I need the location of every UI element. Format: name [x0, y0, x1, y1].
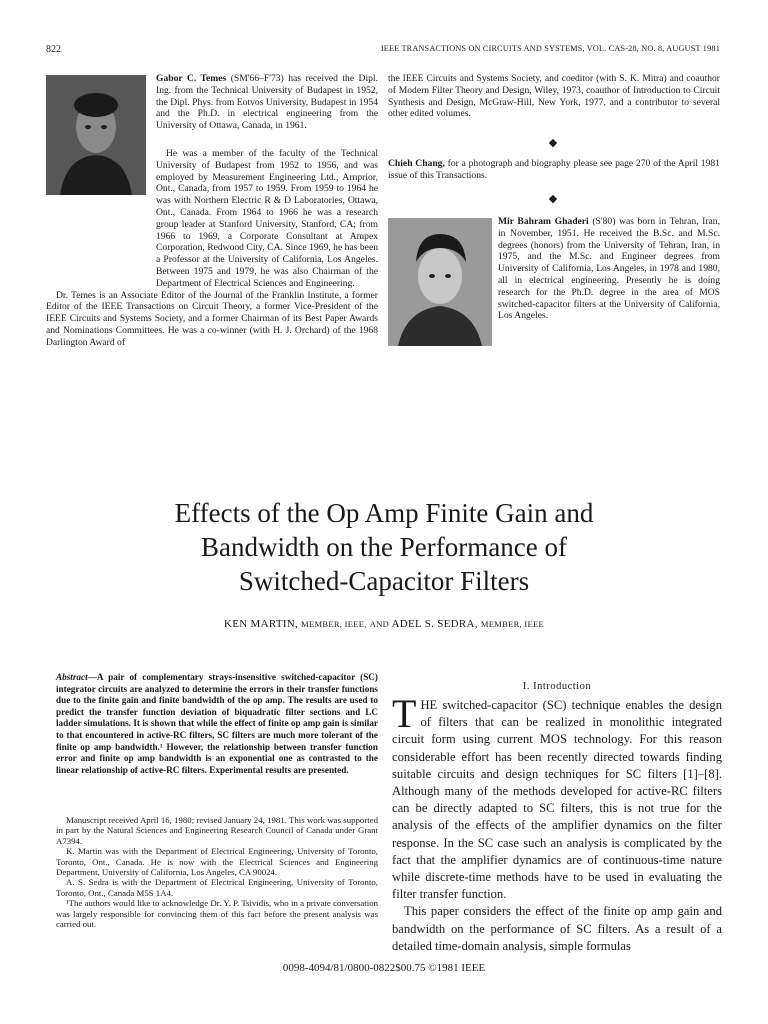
- temes-bio-top: [156, 73, 378, 132]
- introduction-body: [392, 691, 722, 955]
- temes-bio-p3: Dr. Temes is an Associate Editor of the Journal of the Franklin Institute, a former Editor of the IEEE Transactions on Circuit Theory, a former Vice-President of the IEEE Circuits and Systems Society, and a former Chairman of its Best Paper Awards and Nominations Committees. He was a co-winner (with H. J. Orchard) of the 1968 Darlington Award of: [46, 289, 378, 348]
- ghaderi-name: Mir Bahram Ghaderi: [498, 216, 589, 227]
- temes-bio-body: [46, 148, 378, 349]
- author-2: ADEL S. SEDRA,: [391, 618, 478, 630]
- abstract-label: Abstract—: [56, 672, 97, 682]
- chang-name: Chieh Chang,: [388, 158, 445, 169]
- separator-2: ◆: [548, 193, 558, 205]
- title-line-1: Effects of the Op Amp Finite Gain and: [174, 498, 594, 528]
- footnote-manuscript: Manuscript received April 16, 1980; revised January 24, 1981. This work was supported in part by the Natural Sciences and Engineering Research Council of Canada under Grant A7394.: [56, 815, 378, 846]
- title-line-2: Bandwidth on the Performance of: [201, 532, 567, 562]
- abstract: [56, 672, 378, 776]
- page-number: 822: [46, 44, 61, 55]
- temes-bio-cont: the IEEE Circuits and Systems Society, and coeditor (with S. K. Mitra) and coauthor of Modern Filter Theory and Design, Wiley, 1973, coauthor of Introduction to Circuit Synthesis and Design, McGraw-Hill, New York, 1977, and a contributor to several other edited volumes.: [388, 73, 720, 120]
- footnote-acknowledgment: ¹The authors would like to acknowledge Dr. Y. P. Tsividis, who in a private conversation was largely responsible for convincing them of this fact before the present analysis was carried out.: [56, 898, 378, 930]
- author-1: KEN MARTIN,: [223, 618, 299, 630]
- temes-bio-continued: [388, 73, 720, 120]
- intro-paragraph-2: This paper considers the effect of the finite op amp gain and bandwidth on the performance of SC filters. As a result of a detailed time-domain analysis, simple formulas: [392, 904, 722, 953]
- footnote-sedra: A. S. Sedra is with the Department of Electrical Engineering, University of Toronto, Toronto, Ont., Canada M5S 1A4.: [56, 877, 378, 898]
- author-2-membership: MEMBER, IEEE: [480, 619, 545, 629]
- separator-1: ◆: [548, 137, 558, 149]
- author-1-membership: MEMBER, IEEE,: [301, 619, 367, 629]
- abstract-text: A pair of complementary strays-insensitive switched-capacitor (SC) integrator circuits are analyzed to determine the errors in their transfer functions due to the finite gain and finite bandwidth of the op amp. The results are used to predict the transfer function deviation of biquadratic filter sections and LC ladder simulations. It is shown that while the effect of finite op amp gain is similar to that encountered in active-RC filters, SC filters are much more tolerant of the finite op amp bandwidth.¹ However, the relationship between transfer function error and finite op amp bandwidth is an exponential one as contrasted to the linear relationship of active-RC filters. Experimental results are presented.: [56, 672, 378, 775]
- intro-paragraph-1: HE switched-capacitor (SC) technique enables the design of filters that can be realized in monolithic integrated circuit form using current MOS technology. For this reason considerable effort has been recently directed towards finding suitable circuits and design techniques for SC filters [1]–[8]. Although many of the methods developed for active-RC filters can be directly adapted to SC filters, this is not true for the analysis of the effects of the amplifier dynamics on the filter response. In the SC case such an analysis is complicated by the fact that the amplifier dynamics are of continuous-time nature while discrete-time methods have to be used in evaluating the filter transfer function.: [392, 698, 722, 902]
- author-conjunction: AND: [369, 619, 390, 629]
- drop-cap: T: [392, 691, 417, 736]
- running-head: IEEE TRANSACTIONS ON CIRCUITS AND SYSTEMS, VOL. CAS-28, NO. 8, AUGUST 1981: [380, 44, 720, 53]
- portrait-image: [388, 218, 492, 346]
- chang-bio: [388, 158, 720, 182]
- section-heading: I. Introduction: [522, 681, 592, 692]
- author-line: [0, 618, 768, 630]
- ghaderi-bio-text: (S'80) was born in Tehran, Iran, in November, 1951. He received the B.Sc. and M.Sc. degrees (honors) from the University of Tehran, Iran, in 1975, and the M.Sc. and Engineer degrees from University of California, Los Angeles, in 1978 and 1980, all in electrical engineering. Presently he is doing research for the Ph.D. degree in the area of MOS switched-capacitor filters at the University of California, Los Angeles.: [498, 216, 721, 322]
- ghaderi-photo: [388, 218, 492, 346]
- paper-title: [0, 496, 768, 598]
- temes-name: Gabor C. Temes: [156, 73, 227, 84]
- footnotes: [56, 815, 378, 929]
- ghaderi-bio: [498, 216, 720, 322]
- temes-bio-p1: (SM'66–F'73) has received the Dipl. Ing. from the Technical University of Budapest in 1952, the Dipl. Phys. from Eotvos University, Budapest in 1954 and the Ph.D. in electrical engineering from the University of Ottawa, Canada, in 1961.: [156, 73, 378, 132]
- copyright-footer: 0098-4094/81/0800-0822$00.75 ©1981 IEEE: [282, 962, 486, 974]
- temes-bio-p2: He was a member of the faculty of the Technical University of Budapest from 1952 to 1956, and was employed by Measurement Engineering Ltd., Arnprior, Ont., Canada, from 1957 to 1959. From 1959 to 1964 he was with Northern Electric R & D Laboratories, Ottawa, Ont., Canada. From 1964 to 1966 he was a research group leader at Stanford University, Stanford, CA; from 1966 to 1969, a Corporate Consultant at Ampex Corporation, Redwood City, CA. Since 1969, he has been a Professor at the University of California, Los Angeles. Between 1975 and 1979, he was also Chairman of the Department of Electrical Sciences and Engineering.: [156, 148, 378, 289]
- title-line-3: Switched-Capacitor Filters: [238, 566, 530, 596]
- chang-bio-text: for a photograph and biography please see page 270 of the April 1981 issue of this Transactions.: [388, 158, 720, 181]
- footnote-martin: K. Martin was with the Department of Electrical Engineering, University of Toronto, Toronto, Ont., Canada. He is now with the Electrical Sciences and Engineering Department, University of California, Los Angeles, CA 90024.: [56, 846, 378, 878]
